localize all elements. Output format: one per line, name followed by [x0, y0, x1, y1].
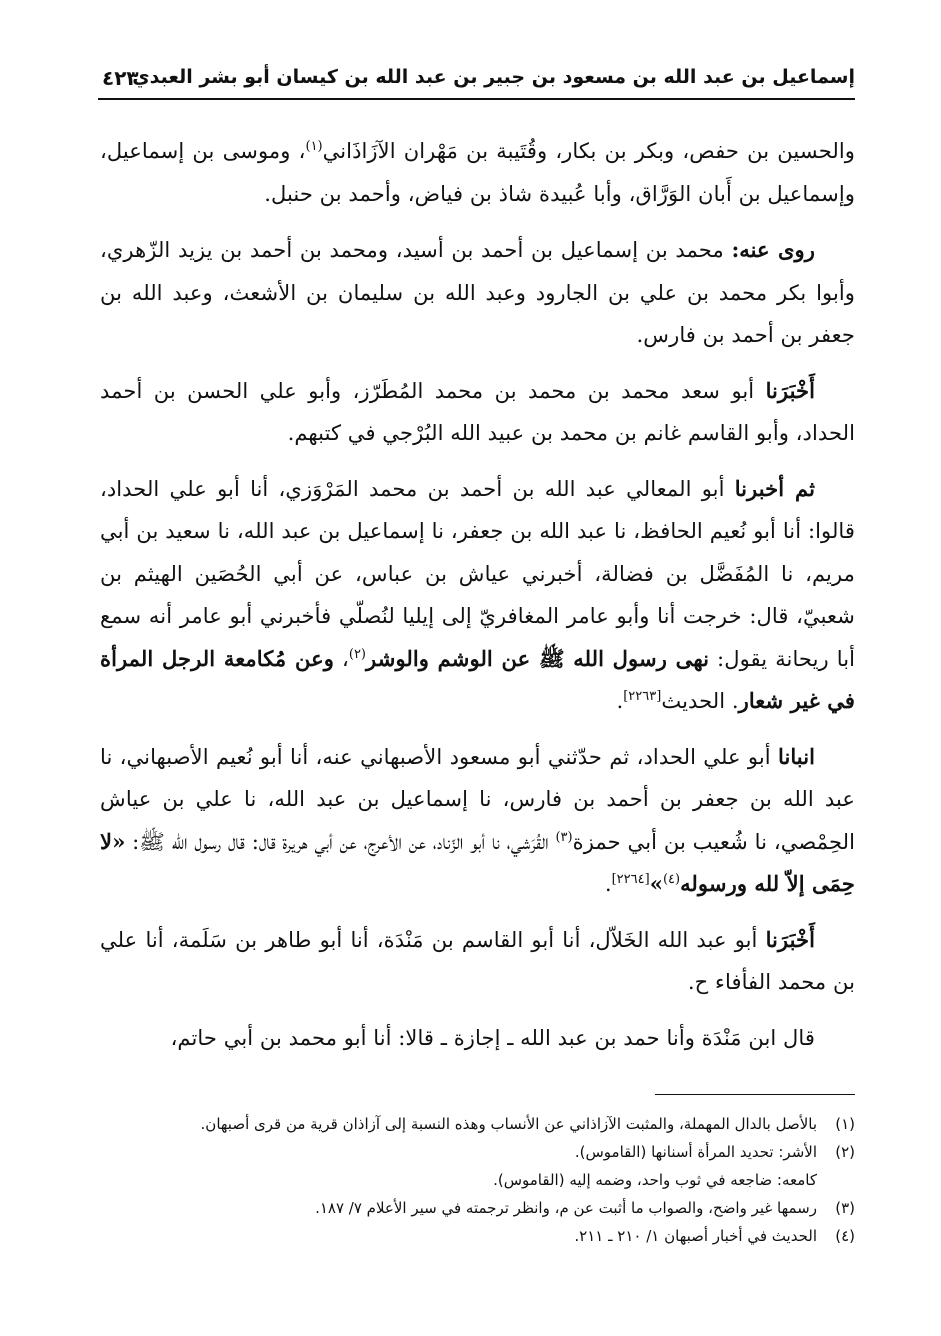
footnote-text: الحديث في أخبار أصبهان ١/ ٢١٠ ـ ٢١١. — [574, 1227, 817, 1245]
paragraph-narrators — [100, 229, 855, 357]
main-text — [100, 130, 855, 1072]
footnote-text: رسمها غير واضح، والصواب ما أثبت عن م، وانظر ترجمته في سير الأعلام ٧/ ١٨٧. — [315, 1199, 817, 1217]
text: . الحديث — [661, 688, 739, 713]
text: . — [616, 688, 624, 713]
footnote-number: (١) — [835, 1115, 855, 1133]
paragraph-chain-3 — [100, 1017, 855, 1060]
keyword: أَخْبَرَنا — [765, 377, 815, 403]
text: أبو علي الحداد، ثم حدّثني أبو مسعود الأصبهاني عنه، أنا أبو نُعيم الأصبهاني، نا عبد الله بن جعفر بن أحمد بن فارس، نا إسماعيل بن عبد الله، نا علي بن عياش الحِمْصي، نا شُعيب بن أبي حمزة — [100, 743, 855, 854]
footnote-ref: (٤) — [662, 871, 681, 887]
hadith-text: وعن مُكامعة الرجل المرأة في غير شعار — [100, 645, 855, 713]
footnote-3 — [98, 1194, 855, 1222]
paragraph-teachers — [100, 130, 855, 215]
text: ، وموسى بن إسماعيل، وإسماعيل بن أَبان الوَرَّاق، وأبا عُبيدة شاذ بن فياض، وأحمد بن حنبل. — [100, 138, 855, 206]
footnote-number: (٣) — [835, 1199, 855, 1217]
footnote-text: بالأصل بالدال المهملة، والمثبت الآزاذاني عن الأنساب وهذه النسبة إلى آزاذان قرية من قرى أصبهان. — [200, 1115, 817, 1133]
text: محمد بن إسماعيل بن أحمد بن أسيد، ومحمد بن أحمد بن يزيد الزّهري، وأبوا بكر محمد بن علي بن الجارود وعبد الله بن سليمان بن الأشعث، وعبد الله بن جعفر بن أحمد بن فارس. — [100, 237, 855, 347]
paragraph-chain-2 — [100, 919, 855, 1004]
keyword: انبانا — [778, 743, 815, 769]
page-header — [98, 62, 855, 100]
footnote-text: الأشر: تحديد المرأة أسنانها (القاموس). — [574, 1143, 817, 1161]
footnote-4 — [98, 1222, 855, 1250]
text: . — [604, 871, 612, 896]
paragraph-hadith-2264 — [100, 736, 855, 906]
hadith-text: » — [649, 871, 663, 896]
hadith-text: نهى رسول الله ﷺ عن الوشم والوشر — [366, 645, 709, 671]
text: أبو المعالي عبد الله بن أحمد بن محمد المَرْوَزي، أنا أبو علي الحداد، قالوا: أنا أبو نُعيم الحافظ، نا عبد الله بن جعفر، نا إسماعيل بن عبد الله، نا سعيد بن أبي مريم، نا المُفَضَّل بن فضالة، أخبرني عياش بن عباس، عن أبي الحُصَين الهيثم بن شعبيّ، قال: خرجت أنا وأبو عامر المغافريّ إلى إيليا لنُصلّي فأخبرني أبو عامر أنه سمع أبا ريحانة يقول: — [100, 475, 856, 671]
text: والحسين بن حفص، وبكر بن بكار، وقُتَيبة بن مَهْران الآزَاذَاني — [322, 138, 855, 163]
footnote-ref: (٣) — [555, 829, 573, 845]
text: أبو عبد الله الخَلاّل، أنا أبو القاسم بن مَنْدَة، أنا أبو طاهر بن سَلَمة، أنا علي بن محمد الفأفاء ح. — [100, 926, 855, 994]
footnote-divider — [655, 1094, 855, 1095]
footnote-ref: (١) — [305, 138, 323, 154]
footnote-2-continued — [98, 1166, 855, 1194]
hadith-number: [٢٢٦٣] — [623, 688, 662, 704]
text: القُرَشي، نا أبو الزّناد، عن الأعرج، عن أبي هريرة قال: قال رسول الله ﷺ: — [125, 828, 556, 854]
footnote-number: (٢) — [835, 1143, 855, 1161]
text: ، — [333, 645, 349, 671]
footnote-2 — [98, 1138, 855, 1166]
running-title: إسماعيل بن عبد الله بن مسعود بن جبير بن عبد الله بن كيسان أبو بشر العبدي — [132, 66, 855, 88]
text: أبو سعد محمد بن محمد بن محمد المُطَرّز، وأبو علي الحسن بن أحمد الحداد، وأبو القاسم غانم بن محمد بن عبيد الله البُرْجي في كتبهم. — [100, 377, 855, 445]
text: قال ابن مَنْدَة وأنا حمد بن عبد الله ـ إجازة ـ قالا: أنا أبو محمد بن أبي حاتم، — [170, 1024, 815, 1050]
hadith-number: [٢٢٦٤] — [611, 871, 650, 887]
paragraph-chain-1 — [100, 370, 855, 455]
keyword: روى عنه: — [731, 237, 815, 262]
keyword: أَخْبَرَنا — [765, 926, 815, 952]
footnote-text: كامعه: ضاجعه في ثوب واحد، وضمه إليه (القاموس). — [493, 1171, 817, 1189]
keyword: ثم أخبرنا — [734, 475, 816, 501]
footnote-ref: (٢) — [348, 646, 366, 662]
paragraph-hadith-2263 — [100, 468, 855, 723]
hadith-text: «لا حِمَى إلاّ لله ورسوله — [100, 828, 855, 896]
footnote-1 — [98, 1110, 855, 1138]
footnote-number: (٤) — [835, 1227, 855, 1245]
page-number: ٤٢٣ — [102, 66, 139, 90]
footnotes — [98, 1110, 855, 1250]
